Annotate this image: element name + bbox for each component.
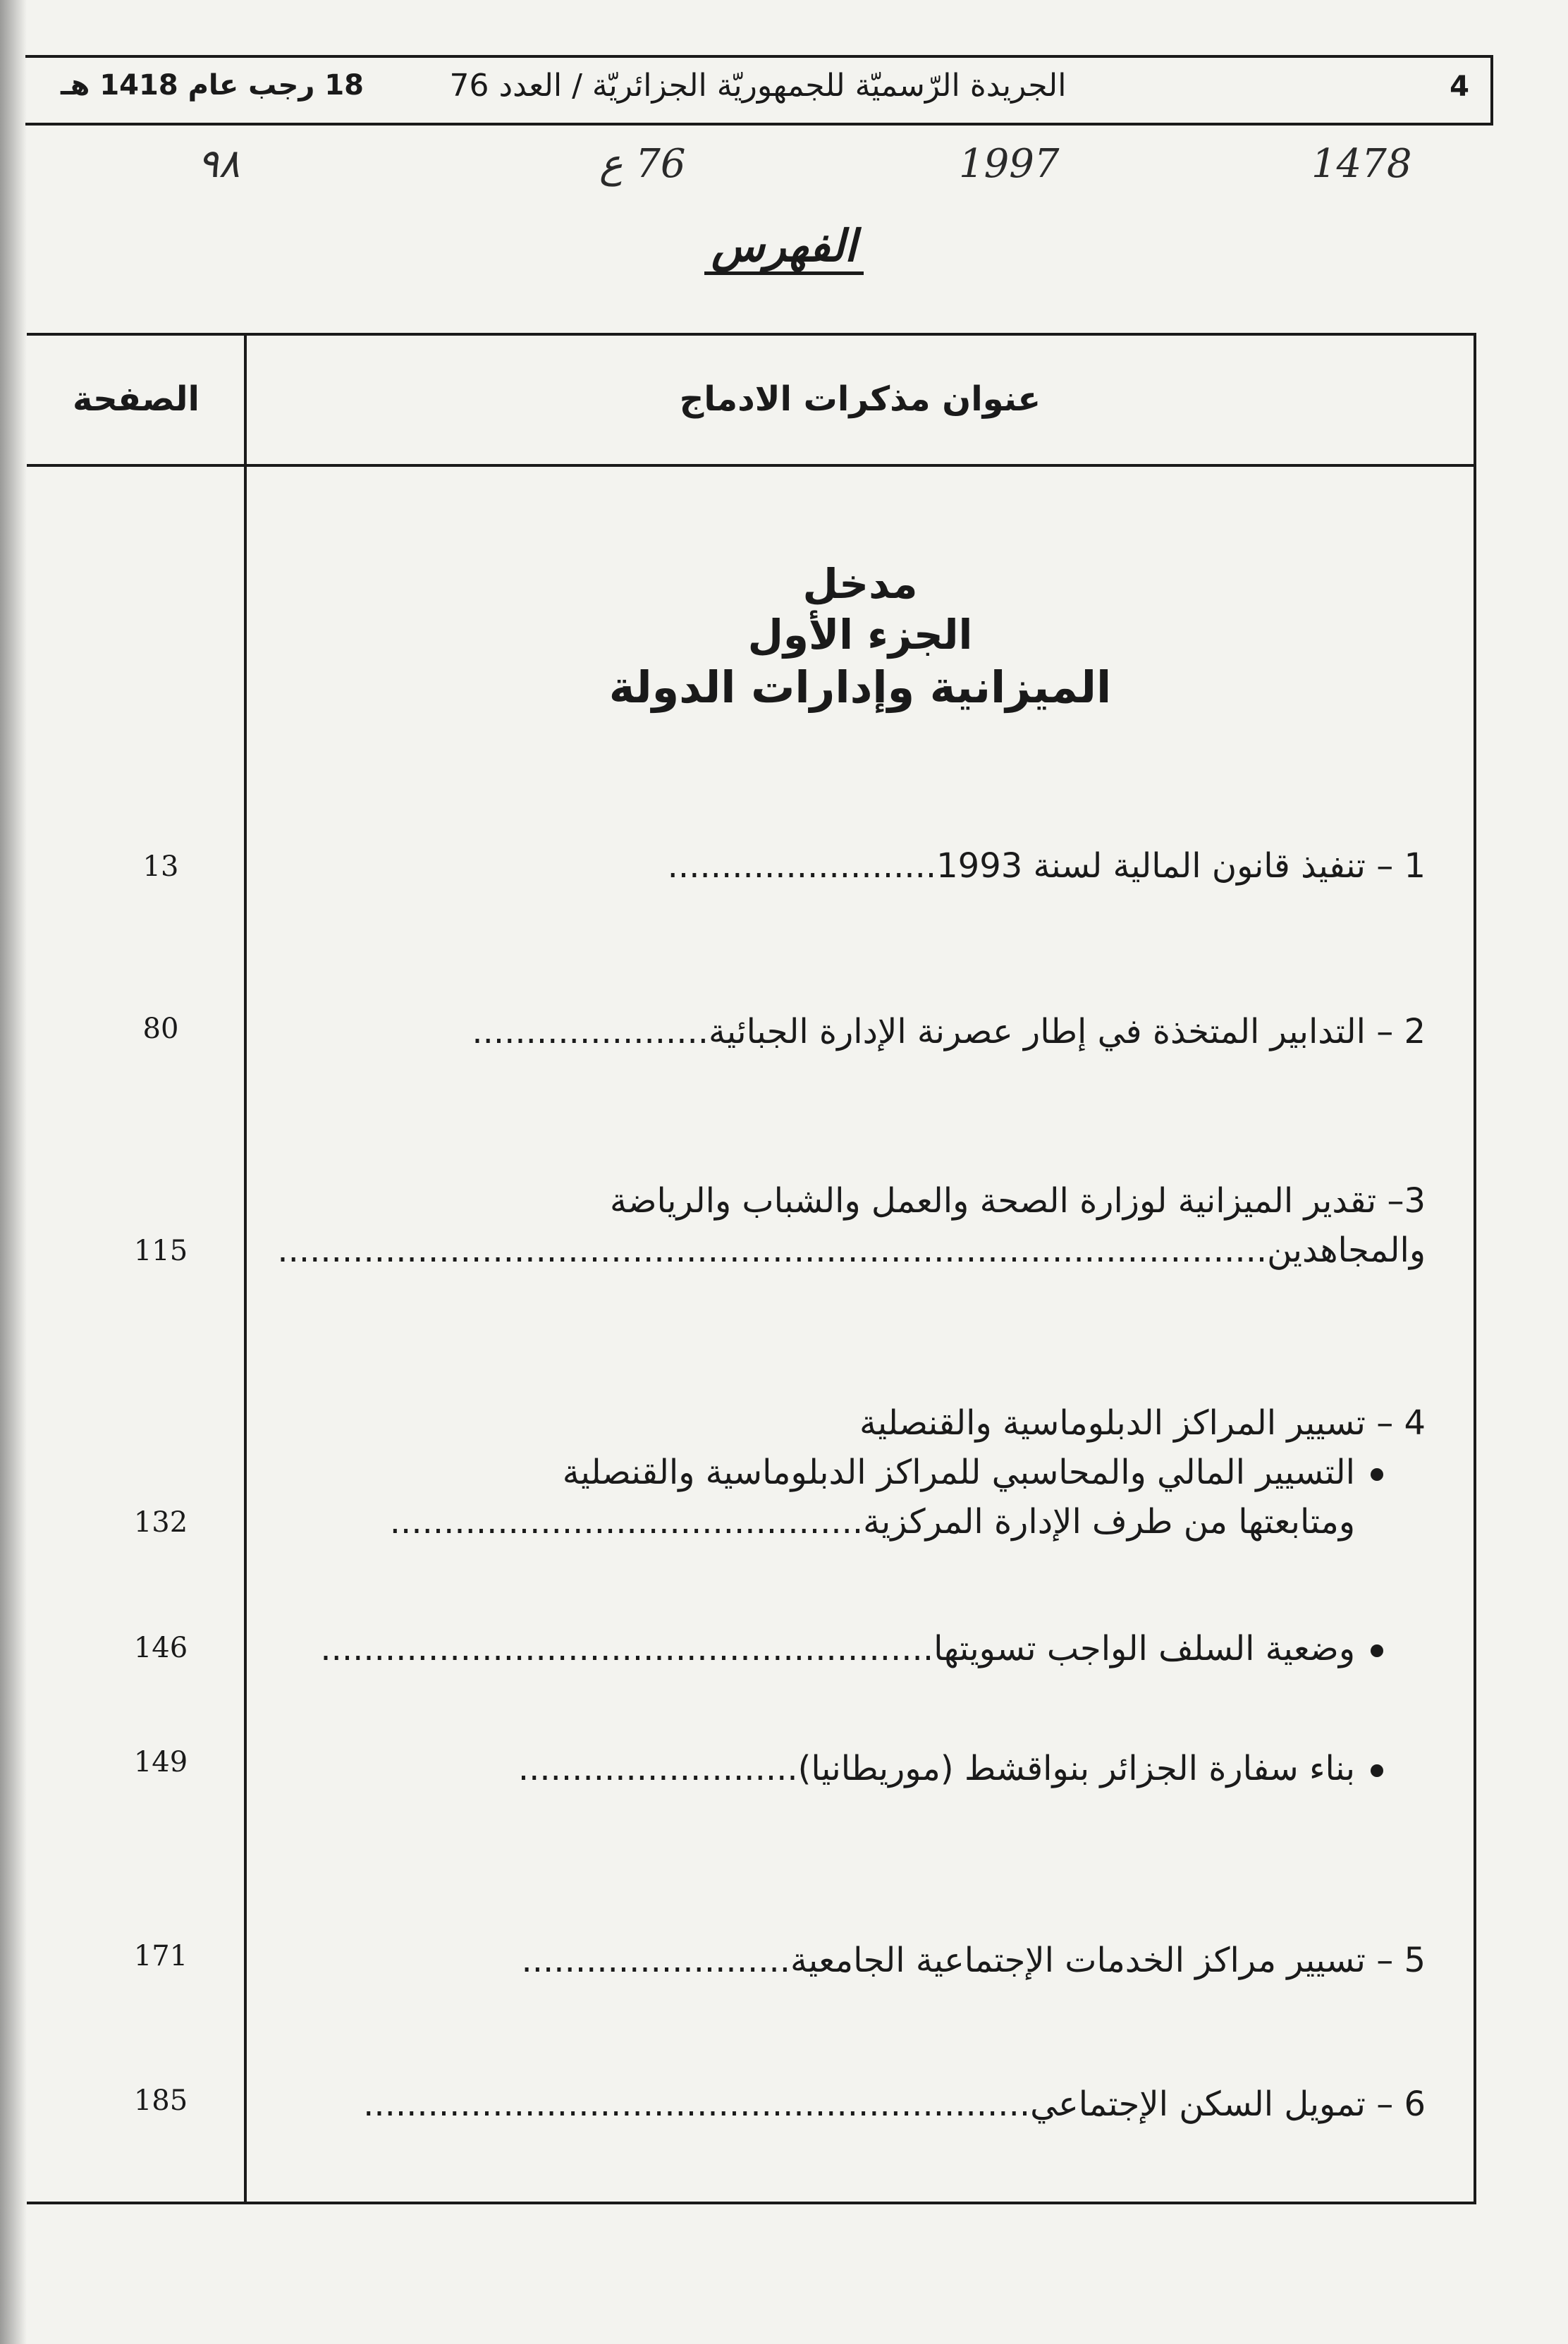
- page-header: [25, 55, 1493, 126]
- entry-4-2-page: 146: [133, 1632, 188, 1664]
- entry-6-text: 6 – تمويل السكن الإجتماعي: [1030, 2084, 1426, 2124]
- entry-4-1-line-2[interactable]: ومتابعتها من طرف الإدارة المركزية............................................: [389, 1502, 1355, 1542]
- handwritten-issue: 76 ع: [599, 141, 686, 187]
- index-table: [27, 333, 1476, 2204]
- bullet-icon: [1371, 1644, 1383, 1657]
- entry-3-text-2: والمجاهدين: [1267, 1231, 1426, 1270]
- header-page-number: 4: [1450, 71, 1469, 103]
- entry-4-1-text: التسيير المالي والمحاسبي للمراكز الدبلوماسية والقنصلية: [562, 1453, 1355, 1492]
- entry-6-page: 185: [133, 2084, 188, 2117]
- entry-1[interactable]: 1 – تنفيذ قانون المالية لسنة 1993.........................: [667, 846, 1426, 886]
- entry-4-2[interactable]: وضعية السلف الواجب تسويتها.........................................................: [320, 1626, 1383, 1671]
- section-intro: مدخل: [802, 560, 918, 608]
- column-header-page: الصفحة: [72, 379, 200, 419]
- bullet-icon: [1371, 1764, 1383, 1777]
- entry-1-page: 13: [142, 850, 179, 883]
- bullet-icon: [1371, 1468, 1383, 1481]
- entry-4-2-text: وضعية السلف الواجب تسويتها: [933, 1629, 1355, 1668]
- entry-1-text: 1 – تنفيذ قانون المالية لسنة 1993: [936, 846, 1426, 886]
- column-header-title: عنوان مذكرات الادماج: [679, 379, 1041, 419]
- entry-3-page: 115: [133, 1235, 188, 1267]
- entry-2-text: 2 – التدابير المتخذة في إطار عصرنة الإدارة الجبائية: [709, 1012, 1426, 1051]
- header-divider: [27, 464, 1474, 467]
- entry-4-text: 4 – تسيير المراكز الدبلوماسية والقنصلية: [859, 1403, 1426, 1443]
- entry-4-1-page: 132: [133, 1506, 188, 1539]
- entry-5-page: 171: [133, 1940, 188, 1972]
- entry-3-line-2[interactable]: والمجاهدين............................................................................................: [277, 1231, 1426, 1270]
- entry-2[interactable]: 2 – التدابير المتخذة في إطار عصرنة الإدارة الجبائية......................: [472, 1012, 1426, 1051]
- entry-3-text: 3– تقدير الميزانية لوزارة الصحة والعمل والشباب والرياضة: [610, 1181, 1426, 1221]
- section-part: الجزء الأول: [747, 611, 973, 659]
- binding-shadow: [0, 0, 27, 2344]
- section-part-title: الميزانية وإدارات الدولة: [608, 661, 1112, 713]
- header-publication: الجريدة الرّسميّة للجمهوريّة الجزائريّة / العدد 76: [449, 68, 1067, 104]
- handwritten-number: 1478: [1311, 141, 1412, 187]
- entry-2-page: 80: [142, 1013, 179, 1045]
- handwritten-year: 1997: [959, 141, 1060, 187]
- entry-6[interactable]: 6 – تمويل السكن الإجتماعي..............................................................: [363, 2084, 1426, 2124]
- entry-4[interactable]: [859, 1400, 1426, 1446]
- entry-5-text: 5 – تسيير مراكز الخدمات الإجتماعية الجامعية: [790, 1941, 1426, 1980]
- entry-4-3-text: بناء سفارة الجزائر بنواقشط (موريطانيا): [797, 1749, 1355, 1788]
- entry-4-1-line-1[interactable]: [563, 1450, 1383, 1495]
- entry-4-3-page: 149: [133, 1746, 188, 1778]
- index-title: [0, 220, 1568, 271]
- entry-3-line-1[interactable]: [610, 1178, 1426, 1223]
- entry-5[interactable]: 5 – تسيير مراكز الخدمات الإجتماعية الجامعية.........................: [521, 1941, 1426, 1980]
- entry-4-1-text-2: ومتابعتها من طرف الإدارة المركزية: [863, 1502, 1355, 1542]
- header-date: 18 رجب عام 1418 هـ: [61, 69, 364, 102]
- entry-4-3[interactable]: بناء سفارة الجزائر بنواقشط (موريطانيا)..........................: [518, 1746, 1383, 1791]
- handwritten-note-left: ٩٨: [197, 141, 240, 187]
- index-title-text: الفهرس: [704, 220, 864, 275]
